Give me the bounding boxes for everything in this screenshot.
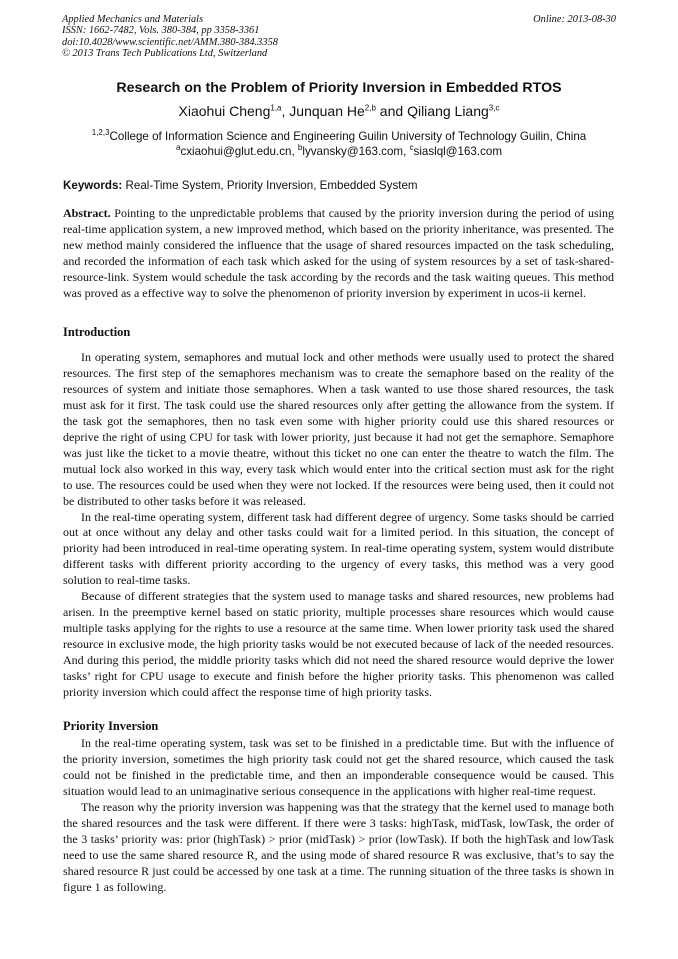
affiliation-text: College of Information Science and Engineering Guilin University of Technology Guilin, China xyxy=(109,130,587,143)
introduction-body xyxy=(63,350,614,701)
author-sup: 3,c xyxy=(488,103,500,113)
journal-header xyxy=(62,14,278,60)
abstract-label: Abstract. xyxy=(63,206,111,220)
email-sup: a xyxy=(175,143,181,153)
copyright: © 2013 Trans Tech Publications Ltd, Switzerland xyxy=(62,48,268,60)
author-name: Junquan He xyxy=(289,103,365,119)
email-separator: , xyxy=(291,145,298,158)
author-separator: and xyxy=(375,103,408,119)
author-name: Qiliang Liang xyxy=(407,103,489,119)
email-list xyxy=(0,144,678,159)
online-date: Online: 2013-08-30 xyxy=(533,14,616,25)
section-heading-introduction: Introduction xyxy=(63,325,131,339)
author-separator: , xyxy=(281,103,290,119)
author-name: Xiaohui Cheng xyxy=(178,103,271,119)
section-heading-priority-inversion: Priority Inversion xyxy=(63,719,159,733)
keywords-text: Real-Time System, Priority Inversion, Embedded System xyxy=(122,179,418,192)
paragraph: In operating system, semaphores and mutual lock and other methods were usually used to protect the shared resources. The first step of the semaphores mechanism was to create the semaphore based on the reality of the resources of system and initiate those semaphores. When a task wanted to use those shared resources, the task must ask for it first. The task could use the shared resources only after getting the allowance from the system. If the task got the semaphores, then no task even some with higher priority could use this shared resources or deprive the right of using CPU for task with lower priority, just because it had not get the semaphore. Semaphore was just like the ticket to a movie theatre, without this ticket no one can enter the theatre to watch the film. The mutual lock also worked in this way, every task which would enter into the critical section must ask for the right to use. The resources could be used when they were not locked. If the resources were being used, then it could not be distributed to other tasks before it was released. xyxy=(63,350,614,508)
priority-inversion-body xyxy=(63,736,614,896)
keywords-label: Keywords: xyxy=(63,179,123,192)
author-sup: 2,b xyxy=(364,103,376,113)
abstract xyxy=(63,206,614,302)
journal-name: Applied Mechanics and Materials xyxy=(62,14,204,25)
email-sup: b xyxy=(297,143,303,153)
email-address: cxiaohui@glut.edu.cn xyxy=(180,145,292,158)
keywords xyxy=(63,179,418,192)
affiliation-sup: 1,2,3 xyxy=(91,128,110,138)
paragraph: In the real-time operating system, different task had different degree of urgency. Some tasks should be carried out at once without any delay and other tasks could wait for a limited period. In this situation, the concept of priority had been introduced in real-time operating system. In real-time operating system, system would distribute different tasks with different priority according to the urgency of every tasks, this method was a very good solution to real-time tasks. xyxy=(63,509,614,588)
email-address: siaslql@163.com xyxy=(413,145,502,158)
paragraph: The reason why the priority inversion was happening was that the strategy that the kernel used to manage both the shared resources and the task were different. If there were 3 tasks: highTask, midTask, lowTask, the order of the 3 tasks’ priority was: prior (highTask) > prior (midTask) > prior (lowTask). If both the highTask and lowTask need to use the same shared resource R, and the using mode of shared resource R was exclusive, that’s to say the shared resource R just could be accessed by one task at a time. The running situation of the three tasks is shown in figure 1 as following. xyxy=(63,799,614,894)
issn: ISSN: 1662-7482, Vols. 380-384, pp 3358-3361 xyxy=(62,25,260,37)
email-separator: , xyxy=(403,145,410,158)
paper-title: Research on the Problem of Priority Inversion in Embedded RTOS xyxy=(116,80,562,96)
doi: doi:10.4028/www.scientific.net/AMM.380-384.3358 xyxy=(62,36,278,48)
abstract-text: Pointing to the unpredictable problems that caused by the priority inversion during the period of using real-time application system, a new improved method, which based on the priority inheritance, was presented. The new method mainly considered the influence that the usage of shared resources impacted on the task scheduling, and recorded the information of each task which asked for the using of system resources by a set of task-shared-resource-link. System would schedule the task according by the records and the task waiting queues. This method was proved as a effective way to solve the phenomenon of priority inversion by experiment in ucos-ii kernel. xyxy=(63,206,614,300)
paragraph: Because of different strategies that the system used to manage tasks and shared resources, new problems had arisen. In the preemptive kernel based on static priority, multiple processes share resources which would cause multiple tasks applying for the rights to use a resource at the same time. When lower priority task used the shared resource in exclusive mode, the high priority tasks would be not executed because of lack of the needed resources. And during this period, the middle priority tasks which did not need the shared resource would deprive the lower tasks’ right for CPU usage to execute and finish before the higher priority tasks. This phenomenon was called priority inversion which could affect the response time of high priority tasks. xyxy=(63,589,614,700)
paragraph: In the real-time operating system, task was set to be finished in a predictable time. But with the influence of the priority inversion, sometimes the high priority task could not get the shared resource, which caused the task could not be finished in the predictable time, and then an imponderable consequence would be caused. This situation would lead to an unimaginative serious consequence in the applications with higher real-time request. xyxy=(63,736,614,798)
email-sup: c xyxy=(409,143,414,153)
email-address: lyvansky@163.com xyxy=(302,145,404,158)
author-sup: 1,a xyxy=(270,103,282,113)
affiliation xyxy=(0,129,678,144)
author-list xyxy=(0,103,678,119)
